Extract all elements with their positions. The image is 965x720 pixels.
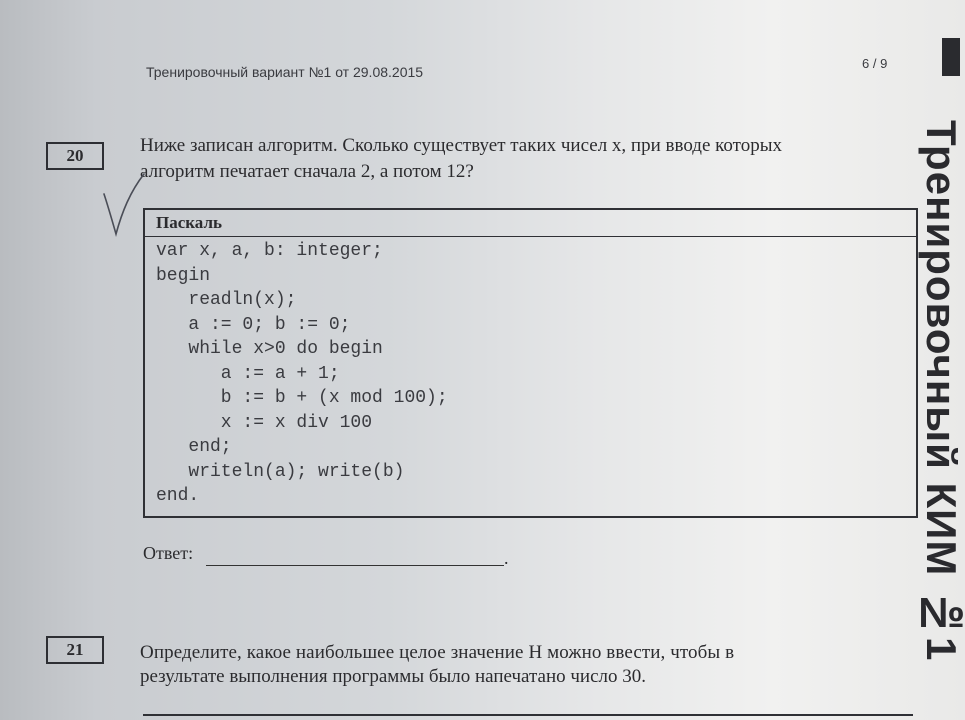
code-line: a := 0; b := 0; bbox=[156, 314, 351, 335]
next-block-border bbox=[143, 714, 913, 716]
page-header: Тренировочный вариант №1 от 29.08.2015 bbox=[146, 64, 424, 80]
answer-end: . bbox=[504, 548, 509, 568]
code-line: end; bbox=[156, 437, 232, 457]
code-lines bbox=[145, 237, 916, 509]
task20-question-line2: алгоритм печатает сначала 2, а потом 12? bbox=[140, 161, 474, 182]
code-line: writeln(a); write(b) bbox=[156, 461, 405, 482]
task21-question-line2: результате выполнения программы было напечатано число 30. bbox=[140, 666, 647, 687]
code-line: a := a + 1; bbox=[156, 363, 340, 384]
code-line: while x>0 do begin bbox=[156, 339, 383, 359]
code-line: x := x div 100 bbox=[156, 412, 373, 433]
code-line: var x, a, b: integer; bbox=[156, 241, 383, 261]
handwritten-checkmark-icon bbox=[90, 150, 150, 240]
task20-question-line1: Ниже записан алгоритм. Сколько существует таких чисел x, при вводе которых bbox=[140, 135, 782, 156]
task21-question-line1: Определите, какое наибольшее целое значение H можно ввести, чтобы в bbox=[140, 642, 735, 663]
task-number-20: 20 bbox=[46, 142, 104, 170]
code-block bbox=[143, 208, 918, 518]
task-number-21: 21 bbox=[46, 636, 104, 664]
answer-field-line bbox=[206, 565, 504, 566]
code-line: begin bbox=[156, 265, 211, 286]
side-vertical-title: Тренировочный КИМ №1 bbox=[918, 120, 965, 662]
code-line: end. bbox=[156, 486, 200, 506]
edge-tab bbox=[942, 38, 960, 76]
code-line: readln(x); bbox=[156, 290, 297, 310]
answer-label: Ответ: bbox=[143, 543, 194, 563]
code-line: b := b + (x mod 100); bbox=[156, 388, 448, 408]
code-language-title: Паскаль bbox=[145, 210, 916, 237]
page-number: 6 / 9 bbox=[862, 56, 888, 71]
